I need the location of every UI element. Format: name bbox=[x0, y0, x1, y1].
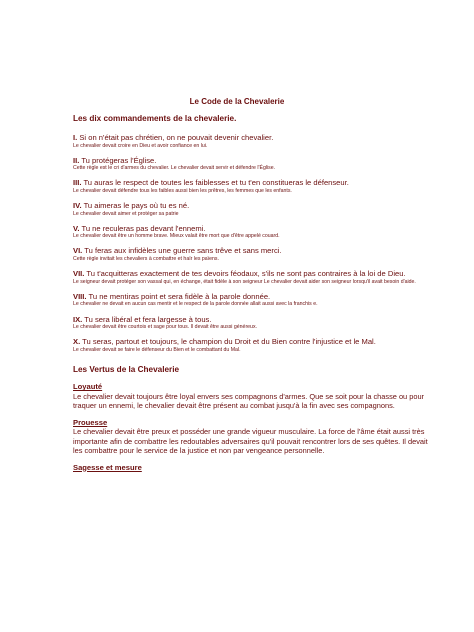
commandment-item bbox=[73, 156, 428, 172]
virtue-text: Le chevalier devait être preux et posséder une grande vigueur musculaire. La force de l'âme était aussi très importante afin de combattre les redoutables adversaires qu'il pouvait rencontrer lors de ses quêtes. Il devait les combattre pour le service de la justice et non par vengeance personnelle. bbox=[73, 427, 428, 456]
virtue-title: Sagesse et mesure bbox=[73, 462, 142, 472]
commandment-item bbox=[73, 178, 428, 194]
commandment-text: Tu protégeras l'Église. bbox=[81, 155, 157, 165]
virtue-item bbox=[73, 382, 428, 410]
commandment-text-line bbox=[73, 133, 428, 143]
commandment-number: IX. bbox=[73, 314, 83, 324]
commandment-number: VIII. bbox=[73, 291, 87, 301]
commandment-note: Le seigneur devait protéger son vassal qui, en échange, était fidèle à son seigneur Le chevalier devait aider son seigneur lorsqu'il avait besoin d'aide. bbox=[73, 278, 416, 285]
commandment-text: Tu feras aux infidèles une guerre sans trêve et sans merci. bbox=[84, 246, 282, 256]
commandment-item bbox=[73, 224, 428, 240]
commandment-number: III. bbox=[73, 178, 82, 188]
virtue-title: Loyauté bbox=[73, 382, 103, 392]
commandment-text: Tu ne reculeras pas devant l'ennemi. bbox=[81, 223, 206, 233]
commandments-heading: Les dix commandements de la chevalerie. bbox=[73, 114, 237, 123]
commandment-text: Tu t'acquitteras exactement de tes devoirs féodaux, s'ils ne sont pas contraires à la loi de Dieu. bbox=[86, 269, 406, 279]
commandment-number: II. bbox=[73, 155, 80, 165]
commandment-number: IV. bbox=[73, 201, 82, 211]
document-title: Le Code de la Chevalerie bbox=[189, 97, 285, 106]
virtues-list bbox=[73, 382, 428, 472]
commandment-number: VII. bbox=[73, 269, 85, 279]
commandment-note: Le chevalier ne devait en aucun cas mentir et le respect de la parole donnée allait aussi avec la franchis e. bbox=[73, 301, 318, 308]
commandment-text: Si on n'était pas chrétien, on ne pouvait devenir chevalier. bbox=[79, 133, 274, 142]
commandment-text: Tu auras le respect de toutes les faiblesses et tu t'en constitueras le défenseur. bbox=[83, 178, 349, 188]
commandment-number: V. bbox=[73, 223, 80, 233]
commandments-list bbox=[73, 133, 428, 353]
commandment-text-line bbox=[73, 246, 428, 256]
virtue-item bbox=[73, 463, 428, 473]
commandment-note: Le chevalier devait être un homme brave. Mieux valait être mort que d'être appelé couard. bbox=[73, 233, 280, 240]
virtues-heading: Les Vertus de la Chevalerie bbox=[73, 365, 180, 375]
commandment-item bbox=[73, 337, 428, 353]
virtue-title: Prouesse bbox=[73, 417, 108, 427]
commandment-text-line bbox=[73, 201, 428, 211]
commandment-text-line bbox=[73, 269, 428, 279]
commandment-text: Tu aimeras le pays où tu es né. bbox=[83, 201, 190, 211]
virtue-text: Le chevalier devait toujours être loyal envers ses compagnons d'armes. Que se soit pour la chasse ou pour traquer un ennemi, le chevalier devait être présent au combat jusqu'à la fin avec ses compagnons. bbox=[73, 391, 425, 411]
commandment-note: Le chevalier devait aimer et protéger sa patrie bbox=[73, 210, 179, 217]
commandment-text: Tu sera libéral et fera largesse à tous. bbox=[84, 314, 212, 324]
commandment-text-line bbox=[73, 156, 428, 166]
commandment-text-line bbox=[73, 315, 428, 325]
commandment-text: Tu seras, partout et toujours, le champion du Droit et du Bien contre l'injustice et le Mal. bbox=[82, 337, 376, 347]
commandment-text-line bbox=[73, 178, 428, 188]
commandment-text-line bbox=[73, 224, 428, 234]
commandment-number: I. bbox=[73, 133, 78, 142]
commandment-item bbox=[73, 292, 428, 308]
commandment-number: X. bbox=[73, 337, 81, 347]
commandment-note: Le chevalier devait croire en Dieu et avoir confiance en lui. bbox=[73, 142, 208, 149]
commandment-note: Le chevalier devait défendre tous les faibles aussi bien les prêtres, les femmes que les enfants. bbox=[73, 187, 292, 194]
commandment-text: Tu ne mentiras point et sera fidèle à la parole donnée. bbox=[88, 291, 271, 301]
commandment-note: Le chevalier devait se faire le défenseur du Bien et le combattant du Mal. bbox=[73, 346, 241, 353]
commandment-text-line bbox=[73, 337, 428, 347]
commandment-note: Le chevalier devait être courtois et sage pour tous. Il devait être aussi généreux. bbox=[73, 324, 257, 331]
commandment-item bbox=[73, 246, 428, 262]
commandment-note: Cette règle est le cri d'armes du chevalier. Le chevalier devait servir et défendre l'Église. bbox=[73, 165, 276, 172]
commandment-number: VI. bbox=[73, 246, 83, 256]
commandment-text-line bbox=[73, 292, 428, 302]
commandment-item bbox=[73, 133, 428, 149]
virtue-item bbox=[73, 418, 428, 456]
commandment-note: Cette règle invitait les chevaliers à combattre et haïr les païens. bbox=[73, 256, 219, 263]
commandment-item bbox=[73, 315, 428, 331]
commandment-item bbox=[73, 269, 428, 285]
document-content bbox=[73, 114, 428, 479]
commandment-item bbox=[73, 201, 428, 217]
